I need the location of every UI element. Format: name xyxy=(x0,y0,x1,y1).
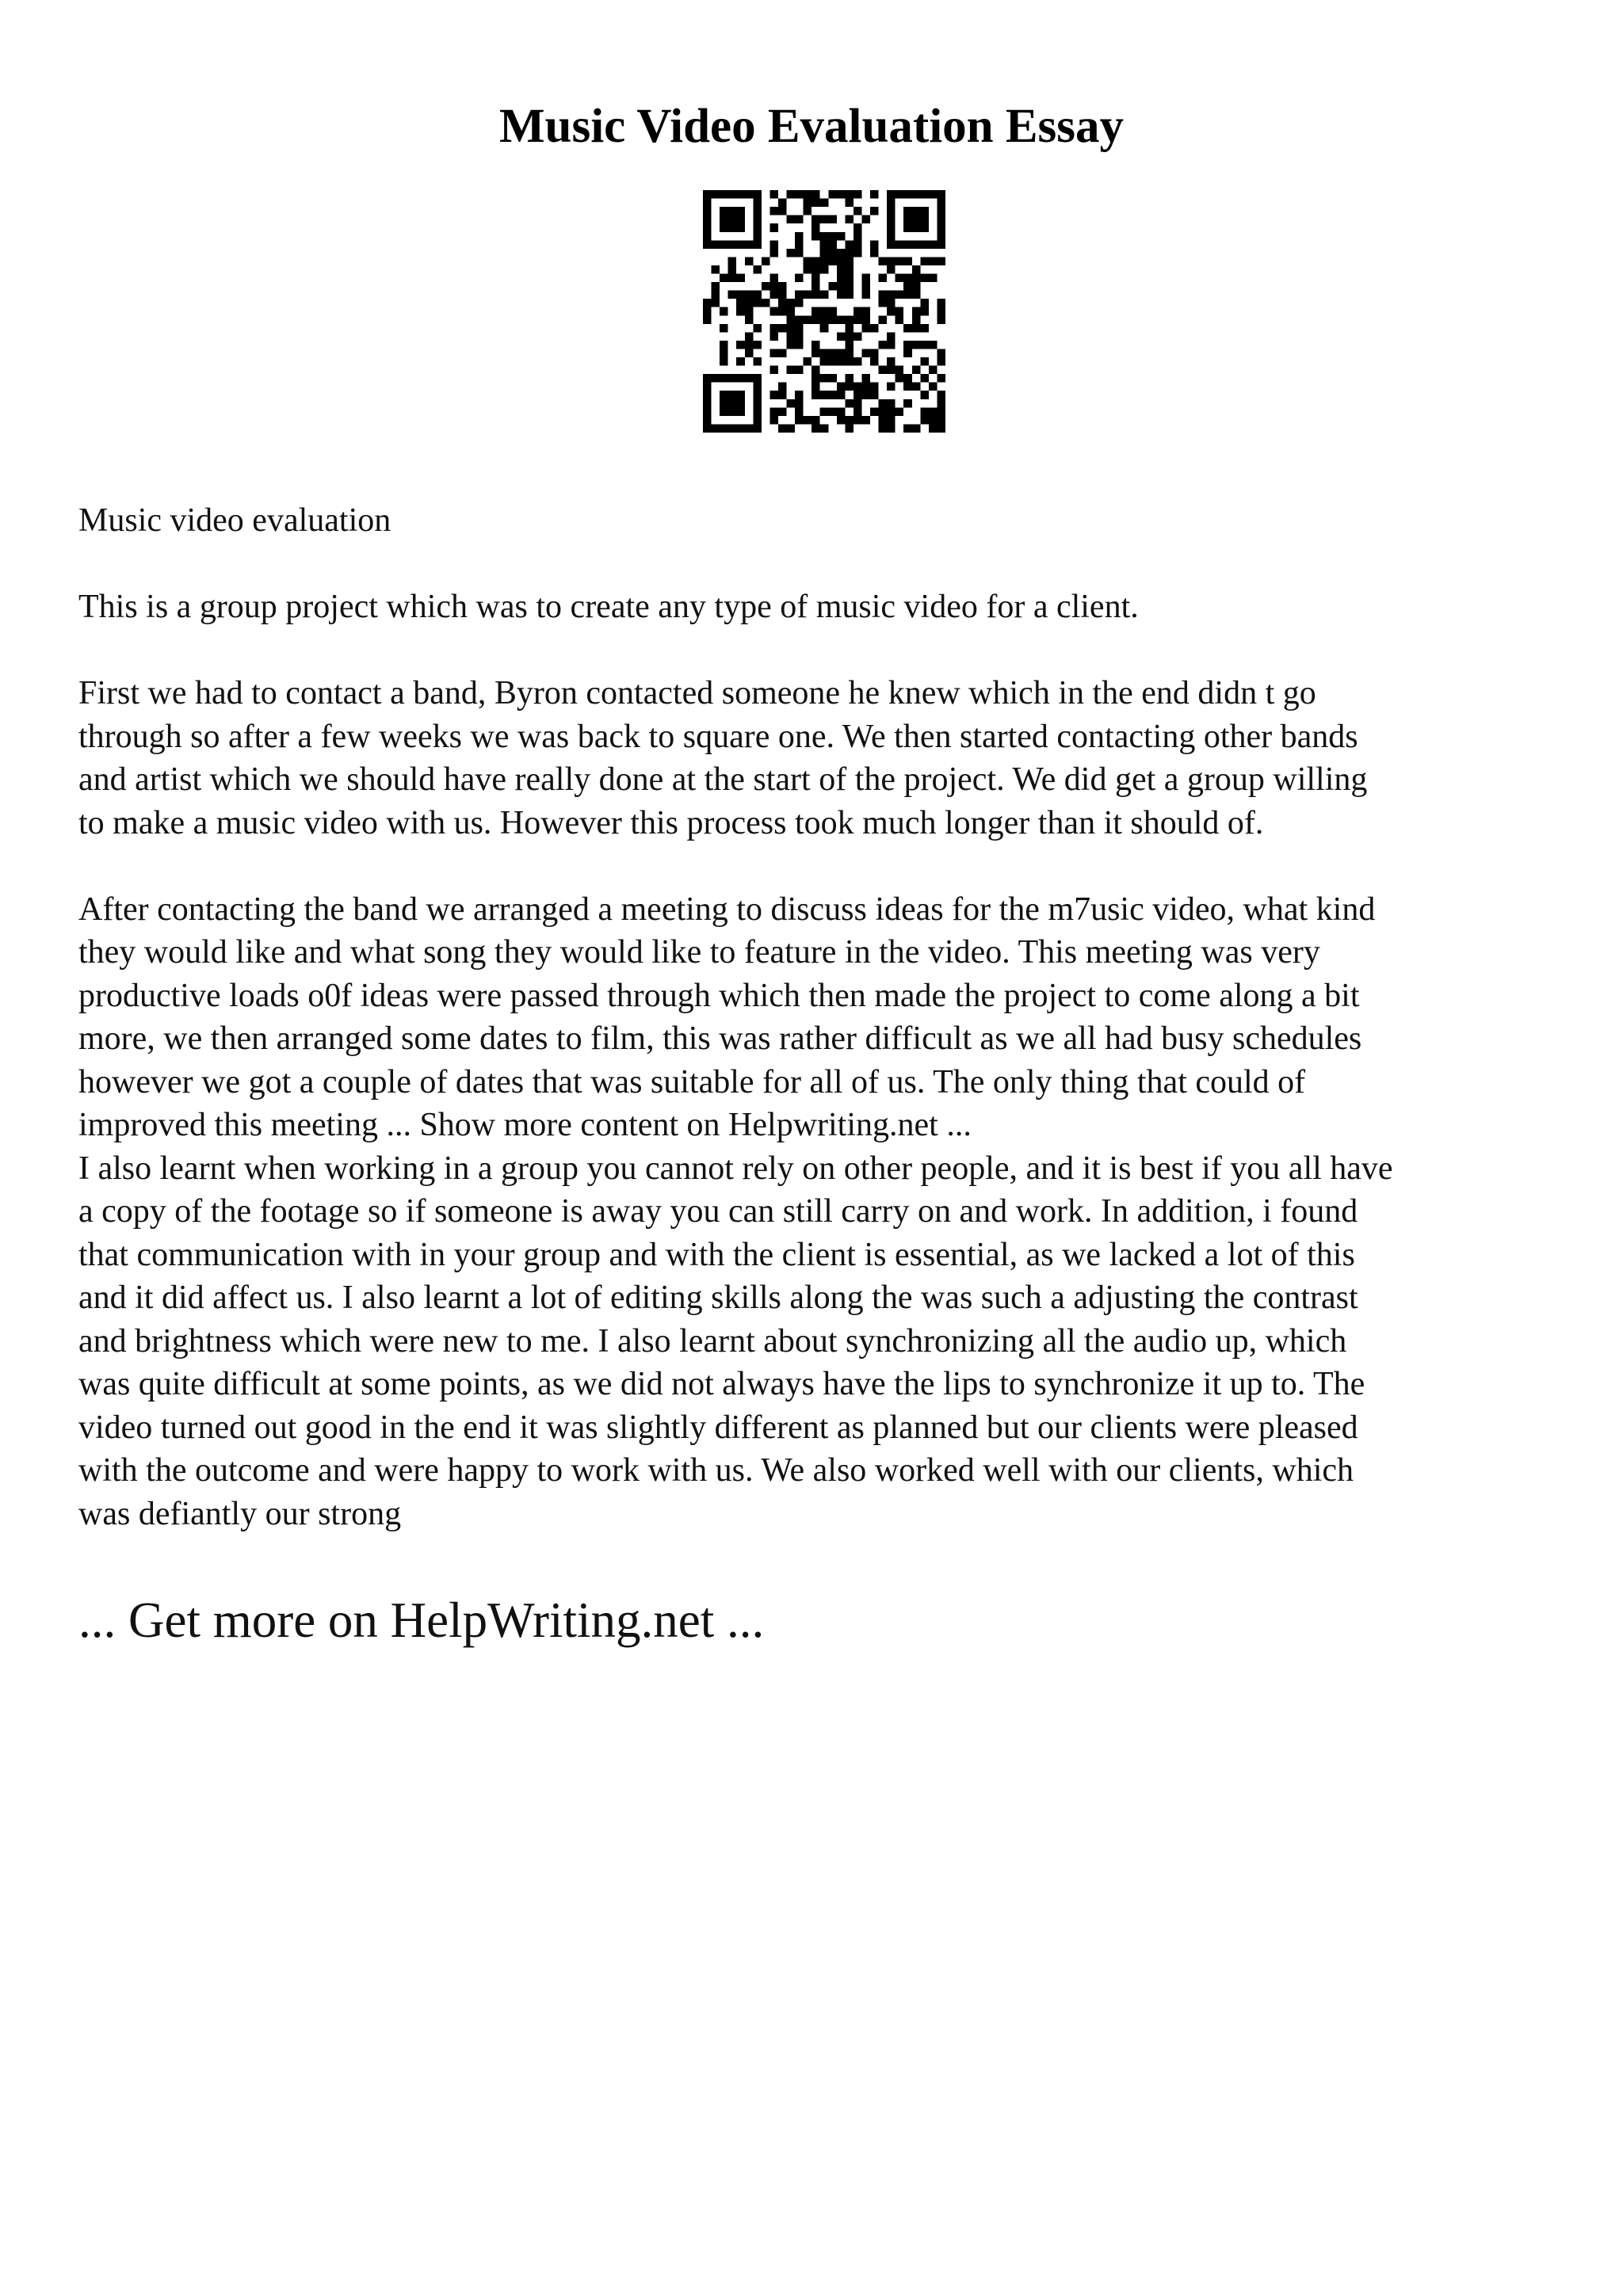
essay-paragraph-3: I also learnt when working in a group you cannot rely on other people, and it is best if you all have a copy of the footage so if someone is away you can still carry on and work. In addition, i found that communication with in your group and with the client is essential, as we lacked a lot of this and it did affect us. I also learnt a lot of editing skills along the was such a adjusting the contrast and brightness which were new to me. I also learnt about synchronizing all the audio up, which was quite difficult at some points, as we did not always have the lips to synchronize it up to. The video turned out good in the end it was slightly different as planned but our clients were pleased with the outcome and were happy to work with us. We also worked well with our clients, which was defiantly our strong xyxy=(78,1150,1393,1532)
essay-heading: Music video evaluation xyxy=(78,502,391,539)
qr-code-icon xyxy=(703,190,945,433)
essay-intro: This is a group project which was to create any type of music video for a client. xyxy=(78,589,1139,625)
qr-code xyxy=(703,190,945,433)
essay-paragraph-1: First we had to contact a band, Byron contacted someone he knew which in the end didn t go through so after a few weeks we was back to square one. We then started contacting other bands and artist which we should have really done at the start of the project. We did get a group willing to make a music video with us. However this process took much longer than it should of. xyxy=(78,675,1368,841)
page-title: Music Video Evaluation Essay xyxy=(498,100,1125,153)
essay-paragraph-2: After contacting the band we arranged a meeting to discuss ideas for the m7usic video, what kind they would like and what song they would like to feature in the video. This meeting was very productive loads o0f ideas were passed through which then made the project to come along a bit more, we then arranged some dates to film, this was rather difficult as we all had busy schedules however we got a couple of dates that was suitable for all of us. The only thing that could of improved this meeting ... Show more content on Helpwriting.net ... xyxy=(78,891,1376,1143)
get-more-link[interactable]: ... Get more on HelpWriting.net ... xyxy=(78,1592,765,1648)
essay-body xyxy=(78,499,1552,1535)
